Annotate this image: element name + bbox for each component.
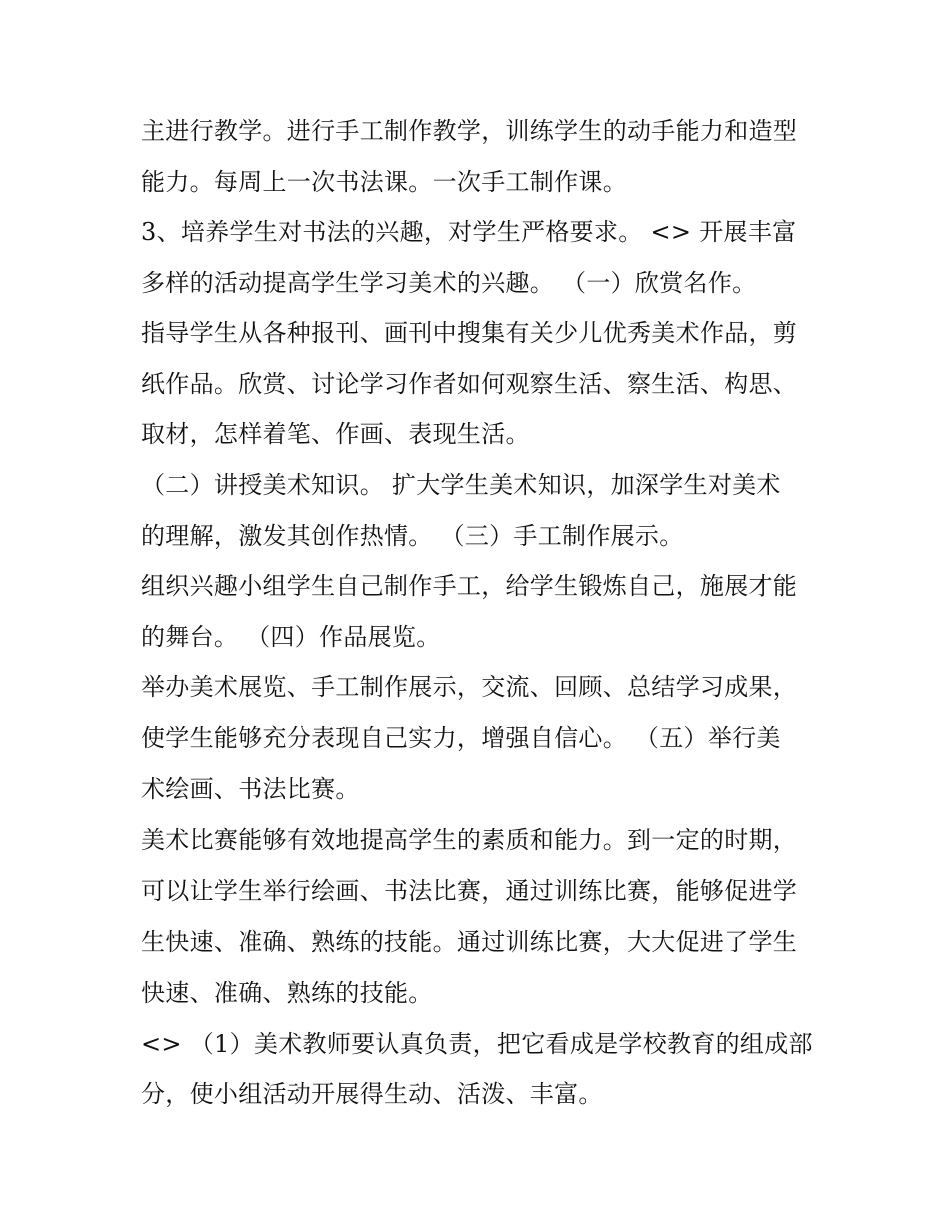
text-line-1: 主进行教学。进行手工制作教学，训练学生的动手能力和造型 bbox=[141, 117, 798, 145]
text-line-6: 纸作品。欣赏、讨论学习作者如何观察生活、察生活、构思、 bbox=[141, 370, 798, 398]
text-line-18: 快速、准确、熟练的技能。 bbox=[141, 979, 433, 1007]
text-line-5: 指导学生从各种报刊、画刊中搜集有关少儿优秀美术作品，剪 bbox=[141, 319, 798, 347]
text-line-10: 组织兴趣小组学生自己制作手工，给学生锻炼自己，施展才能 bbox=[141, 572, 798, 600]
text-line-3: 3、培养学生对书法的兴趣，对学生严格要求。 <> 开展丰富 bbox=[141, 218, 797, 246]
text-line-7: 取材，怎样着笔、作画、表现生活。 bbox=[141, 420, 530, 448]
text-line-9: 的理解，激发其创作热情。 （三）手工制作展示。 bbox=[141, 522, 684, 550]
text-line-16: 可以让学生举行绘画、书法比赛，通过训练比赛，能够促进学 bbox=[141, 877, 798, 905]
text-line-15: 美术比赛能够有效地提高学生的素质和能力。到一定的时期， bbox=[141, 826, 798, 854]
text-line-19: <> （1）美术教师要认真负责，把它看成是学校教育的组成部 bbox=[141, 1030, 813, 1058]
text-line-17: 生快速、准确、熟练的技能。通过训练比赛，大大促进了学生 bbox=[141, 928, 798, 956]
text-line-20: 分，使小组活动开展得生动、活泼、丰富。 bbox=[141, 1080, 603, 1108]
text-line-4: 多样的活动提高学生学习美术的兴趣。 （一）欣赏名作。 bbox=[141, 269, 757, 297]
text-line-12: 举办美术展览、手工制作展示，交流、回顾、总结学习成果， bbox=[141, 673, 798, 701]
text-line-2: 能力。每周上一次书法课。一次手工制作课。 bbox=[141, 168, 627, 196]
text-line-13: 使学生能够充分表现自己实力，增强自信心。 （五）举行美 bbox=[141, 724, 781, 752]
text-line-14: 术绘画、书法比赛。 bbox=[141, 775, 360, 803]
text-line-8: （二）讲授美术知识。 扩大学生美术知识，加深学生对美术 bbox=[141, 471, 781, 499]
text-line-11: 的舞台。 （四）作品展览。 bbox=[141, 623, 441, 651]
